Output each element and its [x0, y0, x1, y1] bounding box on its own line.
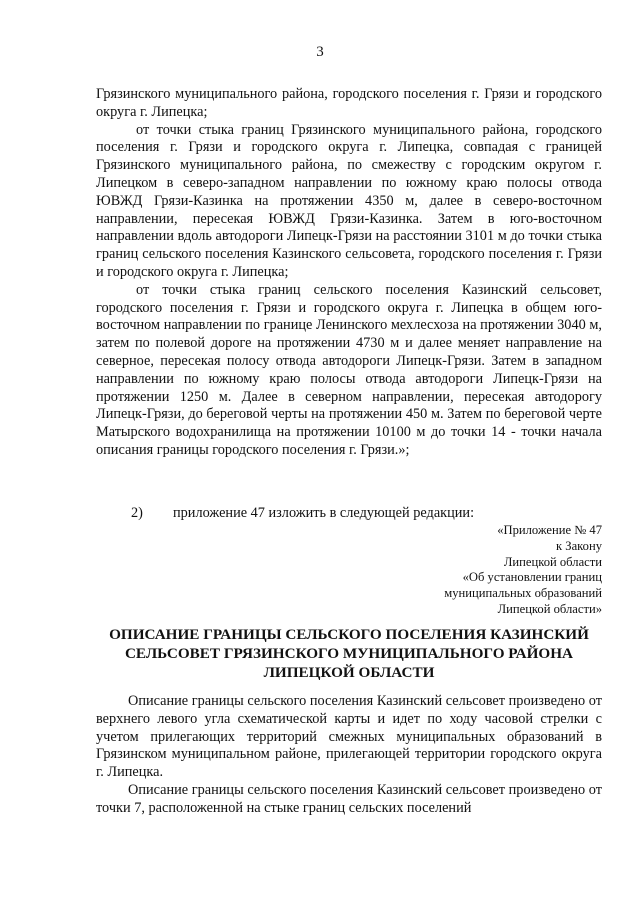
paragraph-boundary-segment-1: от точки стыка границ Грязинского муниципального района, городского поселения г. Грязи и городского округа г. Липецка, совпадая с границей Грязинского муниципального района, по смежеству с городским округом г. Липецком в северо-западном направлении по южному краю полосы отвода ЮВЖД Грязи-Казинка на протяжении 4350 м, далее в северо-восточном направлении, пересекая ЮВЖД Грязи-Казинка. Затем в юго-восточном направлении вдоль автодороги Липецк-Грязи на расстоянии 3101 м до точки стыка границ сельского поселения Казинского сельсовета, городского поселения г. Грязи и городского округа г. Липецка;: [96, 121, 602, 280]
appendix-header: [444, 523, 602, 618]
appendix-line: «Приложение № 47: [497, 523, 602, 537]
page-number: 3: [316, 44, 324, 60]
description-paragraph: Описание границы сельского поселения Казинский сельсовет произведено от точки 7, расположенной на стыке границ сельских поселений: [96, 781, 602, 816]
list-item-2: [131, 504, 474, 522]
title-line: СЕЛЬСОВЕТ ГРЯЗИНСКОГО МУНИЦИПАЛЬНОГО РАЙОНА: [124, 645, 574, 662]
appendix-line: к Закону: [556, 538, 602, 553]
description-paragraph: Описание границы сельского поселения Казинский сельсовет произведено от верхнего левого угла схематической карты и идет по ходу часовой стрелки с учетом прилегающих территорий смежных муниципальных образований в Грязинском муниципальном районе, прилегающей территории городского округа г. Липецка.: [96, 693, 602, 781]
appendix-line: «Об установлении границ: [462, 570, 602, 585]
paragraph-continuation: Грязинского муниципального района, городского поселения г. Грязи и городского округа г. Липецка;: [96, 86, 602, 120]
title-line: ОПИСАНИЕ ГРАНИЦЫ СЕЛЬСКОГО ПОСЕЛЕНИЯ КАЗИНСКИЙ: [109, 626, 589, 643]
appendix-line: муниципальных образований: [444, 586, 602, 601]
section-title: [96, 625, 602, 682]
list-item-number: 2): [131, 505, 143, 521]
paragraph-boundary-segment-2: от точки стыка границ сельского поселения Казинский сельсовет, городского поселения г. Грязи и городского округа г. Липецка в общем юго-восточном направлении по границе Ленинского мехлесхоза на протяжении 3040 м, затем по полевой дороге на протяжении 4730 м и далее меняет направление на северное, пересекая полосу отвода автодороги Липецк-Грязи. Затем в западном направлении по южному краю полосы отвода автодороги Липецк-Грязи на протяжении 1250 м. Далее в северном направлении, пересекая автодорогу Липецк-Грязи, до береговой черты на протяжении 450 м. Затем по береговой черте Матырского водохранилища на протяжении 10100 м до точки 14 - точки начала описания границы городского поселения г. Грязи.»;: [96, 281, 602, 458]
description-text-block: [96, 693, 602, 818]
title-line: ЛИПЕЦКОЙ ОБЛАСТИ: [263, 664, 435, 681]
appendix-line: Липецкой области»: [497, 601, 602, 616]
boundary-text-block: [96, 86, 602, 460]
appendix-line: Липецкой области: [503, 554, 602, 569]
list-item-text: приложение 47 изложить в следующей редакции:: [173, 505, 475, 521]
